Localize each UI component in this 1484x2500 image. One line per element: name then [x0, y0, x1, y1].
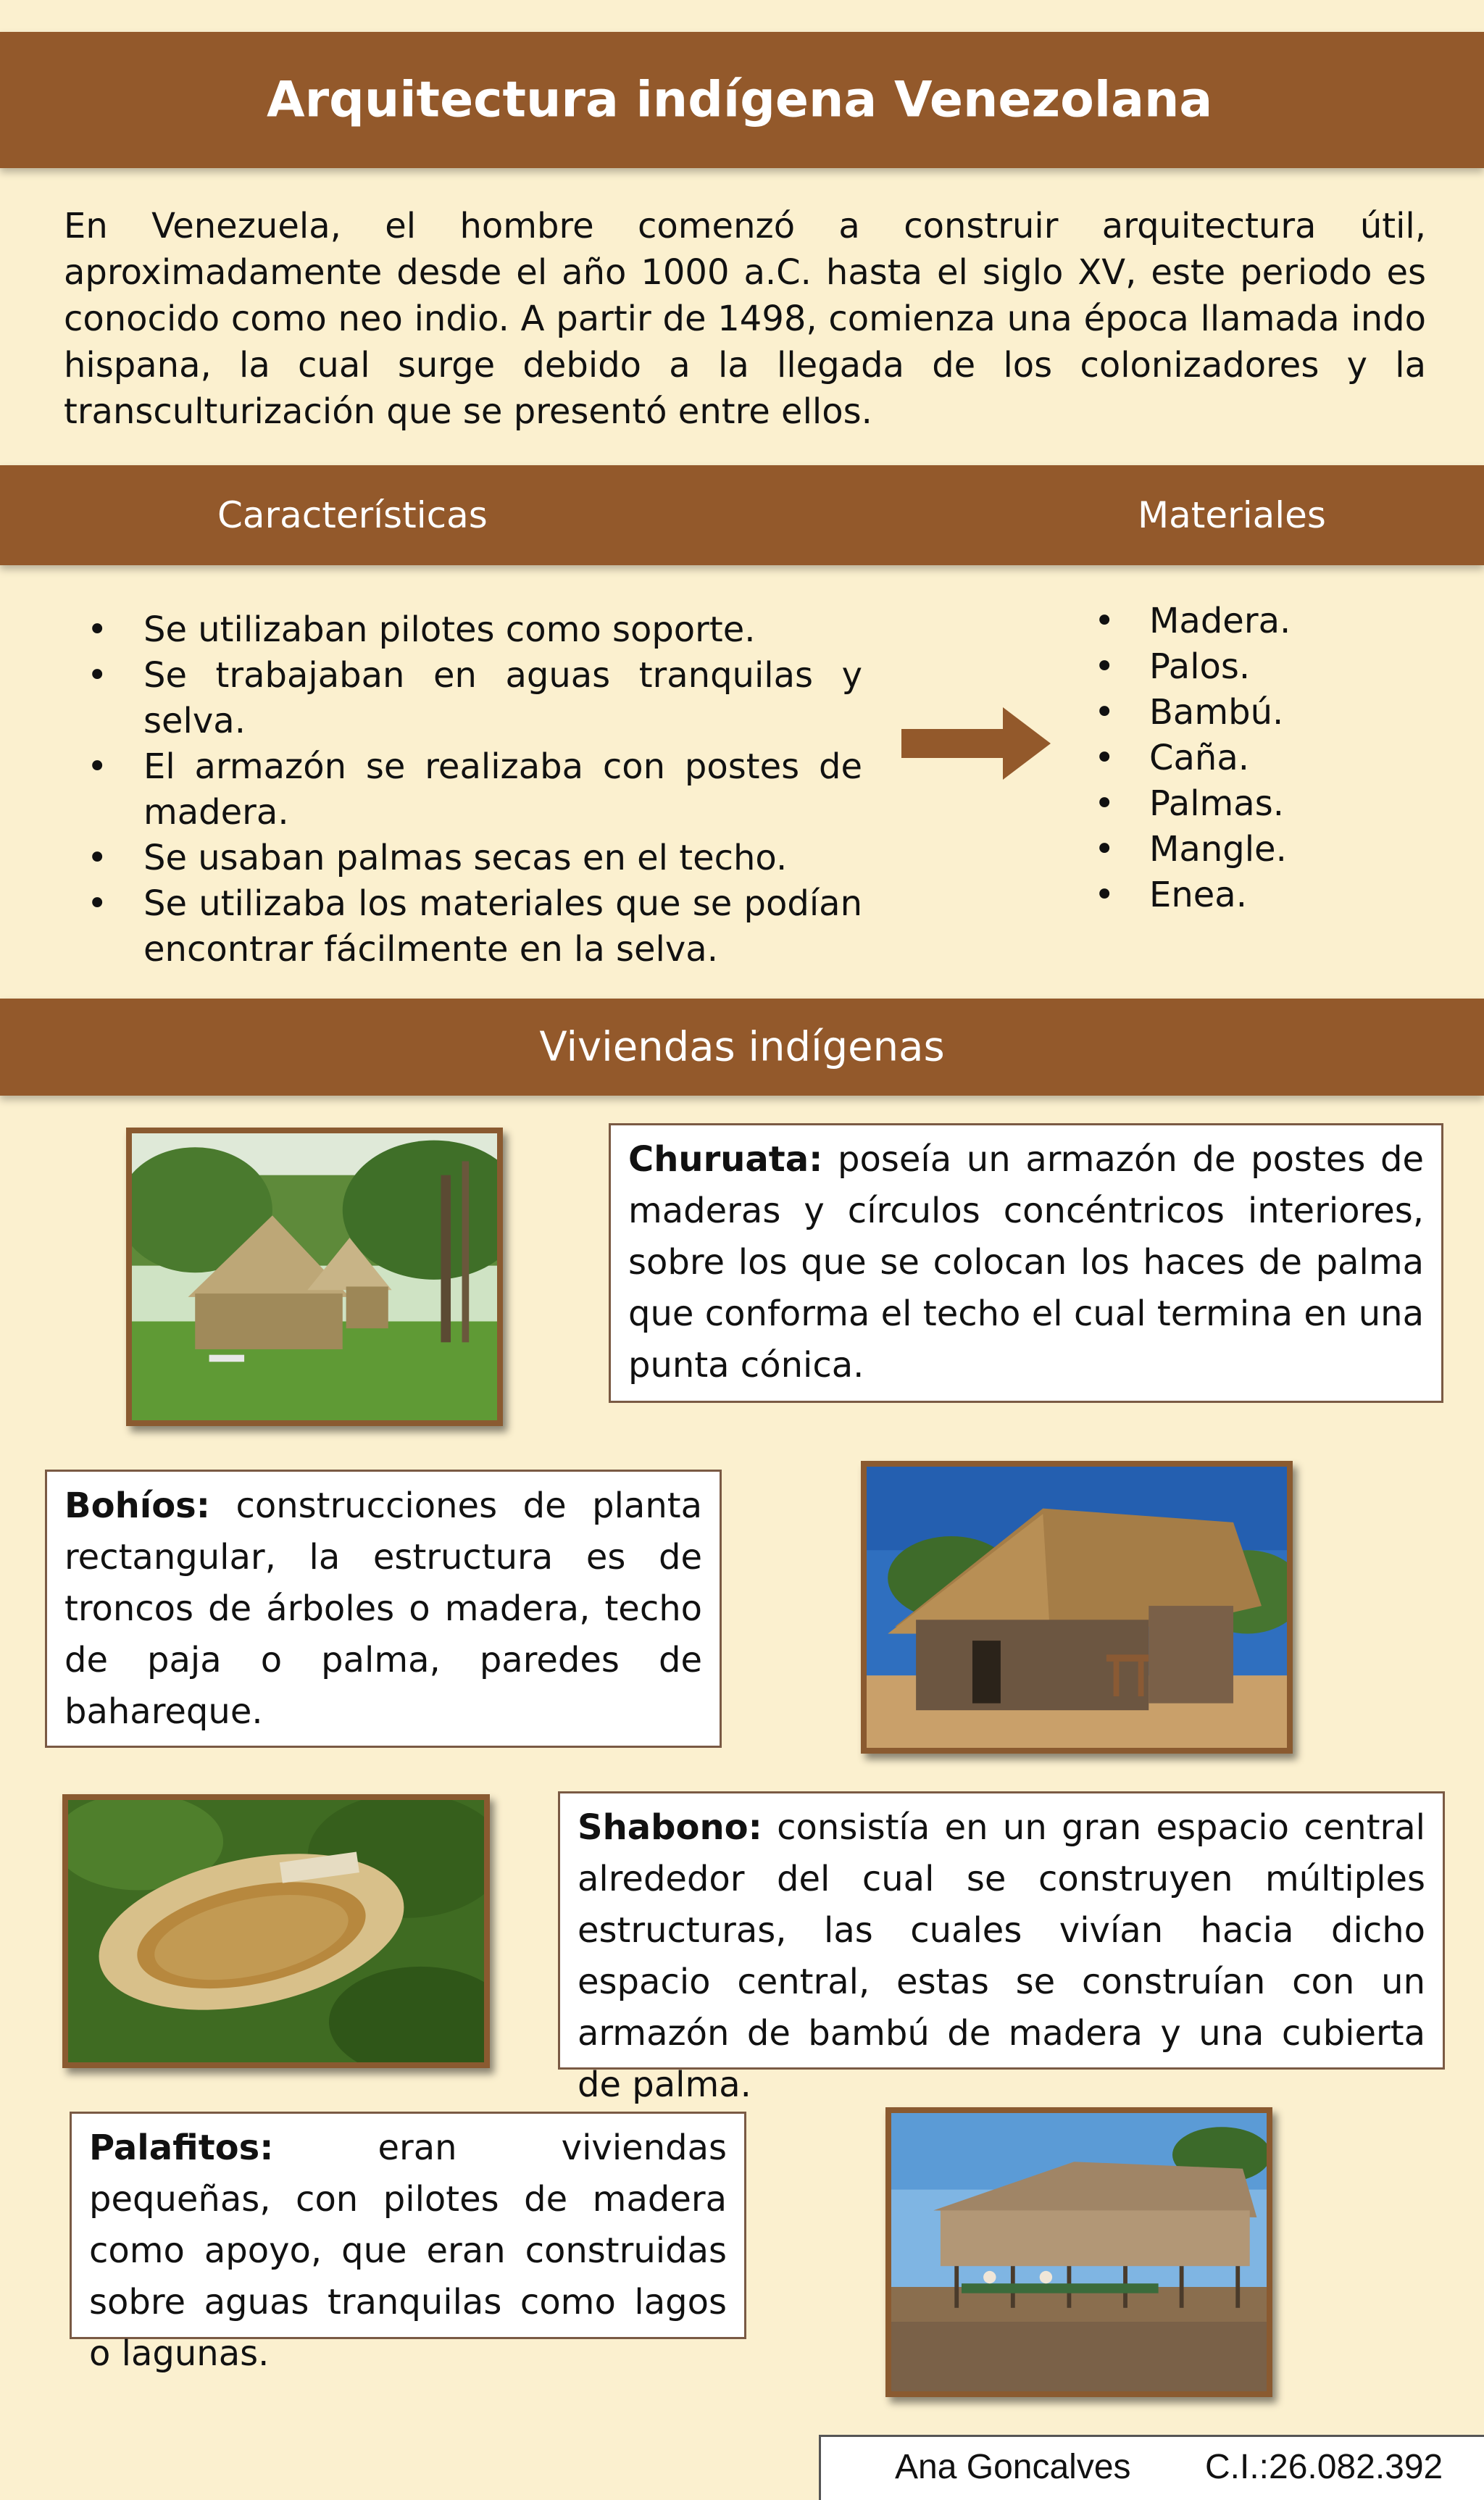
- title-band: [0, 32, 1484, 168]
- author-ci: C.I.:26.082.392: [1205, 2448, 1443, 2486]
- churuata-description: [609, 1123, 1443, 1403]
- churuata-term: Churuata:: [628, 1139, 823, 1180]
- caracteristicas-list: [80, 607, 862, 972]
- list-item: • Palmas.: [1087, 781, 1435, 827]
- palafitos-term: Palafitos:: [89, 2128, 274, 2168]
- palafitos-photo: [885, 2107, 1272, 2397]
- list-item: • El armazón se realizaba con postes de madera.: [80, 744, 862, 836]
- list-item: • Enea.: [1087, 872, 1435, 918]
- bohios-description: [45, 1470, 722, 1748]
- list-item: • Palos.: [1087, 644, 1435, 690]
- churuata-text: poseía un armazón de postes de maderas y círculos concéntricos interiores, sobre los que se colocan los haces de palma que conforma el techo el cual termina en una punta cónica.: [628, 1139, 1424, 1386]
- page-title: Arquitectura indígena Venezolana: [267, 71, 1213, 129]
- caracteristicas-heading: Características: [217, 494, 488, 536]
- shabono-text: consistía en un gran espacio central alrededor del cual se construyen múltiples estructuras, las cuales vivían hacia dicho espacio central, estas se construían con un armazón de bambú de madera y una cubierta de palma.: [578, 1807, 1425, 2105]
- author-name: Ana Goncalves: [895, 2448, 1131, 2486]
- author-footer: [819, 2435, 1484, 2500]
- list-item: • Bambú.: [1087, 690, 1435, 736]
- bohios-text: construcciones de planta rectangular, la estructura es de troncos de árboles o madera, techo de paja o palma, paredes de bahareque.: [64, 1486, 702, 1732]
- shabono-description: [558, 1791, 1445, 2105]
- palafitos-description: [70, 2112, 746, 2374]
- list-item: • Mangle.: [1087, 827, 1435, 872]
- list-item: • Se trabajaban en aguas tranquilas y selva.: [80, 653, 862, 744]
- viviendas-heading: Viviendas indígenas: [539, 1023, 945, 1071]
- list-item: • Se utilizaba los materiales que se podían encontrar fácilmente en la selva.: [80, 881, 862, 972]
- arrow-right-icon: [901, 707, 1051, 780]
- churuata-photo: [126, 1128, 503, 1426]
- list-item: • Caña.: [1087, 736, 1435, 781]
- viviendas-band: [0, 999, 1484, 1096]
- materiales-list: [1087, 599, 1435, 918]
- shabono-photo: [62, 1794, 490, 2068]
- bohios-photo: [861, 1461, 1293, 1754]
- list-item: • Se utilizaban pilotes como soporte.: [80, 607, 862, 653]
- intro-paragraph: En Venezuela, el hombre comenzó a construir arquitectura útil, aproximadamente desde el año 1000 a.C. hasta el siglo XV, este periodo es conocido como neo indio. A partir de 1498, comienza una época llamada indo hispana, la cual surge debido a la llegada de los colonizadores y la transculturización que se presentó entre ellos.: [64, 206, 1426, 432]
- list-item: • Se usaban palmas secas en el techo.: [80, 836, 862, 881]
- section-band: [0, 465, 1484, 565]
- list-item: • Madera.: [1087, 599, 1435, 644]
- palafitos-text: eran viviendas pequeñas, con pilotes de madera como apoyo, que eran construidas sobre aguas tranquilas como lagos o lagunas.: [89, 2128, 727, 2374]
- shabono-term: Shabono:: [578, 1807, 762, 1848]
- bohios-term: Bohíos:: [64, 1486, 210, 1526]
- materiales-heading: Materiales: [1138, 494, 1326, 536]
